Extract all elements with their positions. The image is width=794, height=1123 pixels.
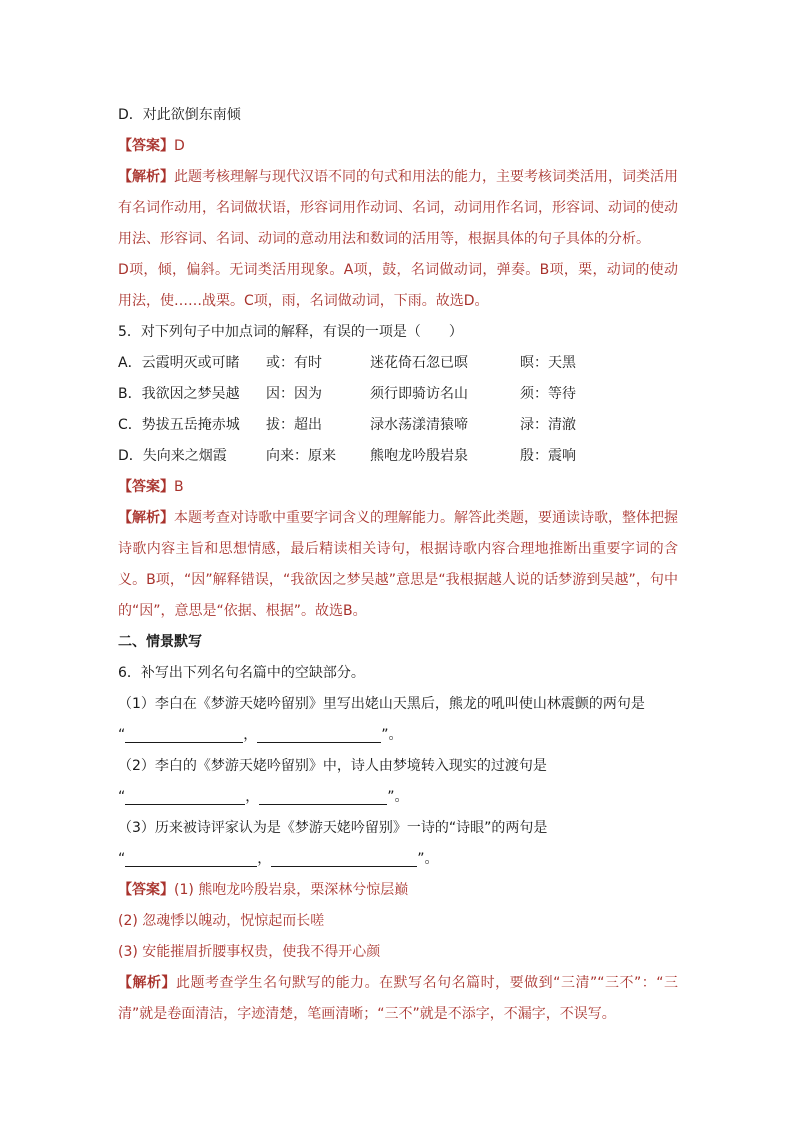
q6-stem: 6．补写出下列名句名篇中的空缺部分。 [118,665,365,681]
q5-answer [118,472,678,503]
analysis-text: 此题考查学生名句默写的能力。在默写名句名篇时，要做到“三清”“三不”：“三清”就是卷面清洁，字迹清楚，笔画清晰；“三不”就是不添字，不漏字，不误写。 [118,975,679,1022]
q5-option-b [118,379,678,410]
q6-sub2-blanks [118,782,678,813]
q5-stem: 5．对下列句子中加点词的解释，有误的一项是（ ） [118,324,463,340]
q6-answer-1 [118,875,678,906]
q6-sub3-prompt: （3）历来被诗评家认为是《梦游天姥吟留别》一诗的“诗眼”的两句是 [118,820,548,836]
q4-answer [118,131,678,162]
open-quote: “ [118,727,126,743]
analysis-tag: 【解析】 [118,975,177,991]
answer-tag: 【答案】 [118,138,174,154]
answer-tag: 【答案】 [118,479,174,495]
analysis-text: 此题考核理解与现代汉语不同的句式和用法的能力，主要考核词类活用，词类活用有名词作动用，名词做状语，形容词用作动词、名词，动词用作名词，形容词、动词的使动用法、形容词、名词、动词的意动用法和数词的活用等，根据具体的句子具体的分析。 [118,169,678,247]
option-sentence-2: 渌水荡漾清猿啼 [370,417,468,433]
q6-sub1-prompt: （1）李白在《梦游天姥吟留别》里写出姥山天黑后，熊龙的吼叫使山林震颤的两句是 [118,696,645,712]
analysis-text: 本题考查对诗歌中重要字词含义的理解能力。解答此类题，要通读诗歌，整体把握诗歌内容主旨和思想情感，最后精读相关诗句，根据诗歌内容合理地推断出重要字词的含义。B项，“因”解释错误，“我欲因之梦吴越”意思是“我根据越人说的话梦游到吴越”，句中的“因”，意思是“依据、根据”。故选B。 [118,510,678,619]
answer-value: B [174,479,184,495]
q6-answer-3: (3) 安能摧眉折腰事权贵，使我不得开心颜 [118,944,381,960]
option-gloss-1: 因：因为 [266,386,322,402]
option-sentence-2: 熊咆龙吟殷岩泉 [370,448,468,464]
option-gloss-1: 拔：超出 [266,417,322,433]
fill-blank[interactable] [257,726,381,743]
option-gloss-2: 渌：清澈 [520,417,576,433]
option-sentence-2: 须行即骑访名山 [370,386,468,402]
q4-option-d: D．对此欲倒东南倾 [118,107,241,123]
option-sentence-1: A．云霞明灭或可睹 [118,355,240,371]
section-heading: 二、情景默写 [118,634,202,650]
answer-value: (1) 熊咆龙吟殷岩泉，栗深林兮惊层巅 [174,882,409,898]
open-quote: “ [118,851,126,867]
close-quote: ”。 [387,789,409,805]
q6-answer-2: (2) 忽魂悸以魄动，怳惊起而长嗟 [118,913,325,929]
answer-value: D [174,138,185,154]
option-gloss-2: 暝：天黑 [520,355,576,371]
q6-analysis [118,968,678,1030]
option-sentence-2: 迷花倚石忽已暝 [370,355,468,371]
q4-analysis-2: D项，倾，偏斜。无词类活用现象。A项，鼓，名词做动词，弹奏。B项，栗，动词的使动用法，使……战栗。C项，雨，名词做动词，下雨。故选D。 [118,262,678,309]
option-gloss-1: 或：有时 [266,355,322,371]
q6-sub3-blanks [118,844,678,875]
option-gloss-2: 殷：震响 [520,448,576,464]
q6-sub1-blanks [118,720,678,751]
option-sentence-1: C．势拔五岳掩赤城 [118,417,240,433]
q5-option-d [118,441,678,472]
q6-sub2-prompt: （2）李白的《梦游天姥吟留别》中，诗人由梦境转入现实的过渡句是 [118,758,547,774]
q5-analysis [118,503,678,627]
fill-blank[interactable] [125,788,245,805]
comma: ， [243,727,258,743]
q4-analysis [118,162,678,255]
analysis-tag: 【解析】 [118,510,174,526]
analysis-tag: 【解析】 [118,169,174,185]
document-page [118,100,678,1030]
fill-blank[interactable] [271,850,417,867]
option-gloss-1: 向来：原来 [266,448,336,464]
option-gloss-2: 须：等待 [520,386,576,402]
answer-tag: 【答案】 [118,882,174,898]
option-sentence-1: B．我欲因之梦吴越 [118,386,240,402]
option-sentence-1: D．失向来之烟霞 [118,448,227,464]
fill-blank[interactable] [125,850,257,867]
comma: ， [257,851,272,867]
q5-option-c [118,410,678,441]
fill-blank[interactable] [259,788,387,805]
close-quote: ”。 [381,727,403,743]
open-quote: “ [118,789,126,805]
comma: ， [245,789,260,805]
close-quote: ”。 [417,851,439,867]
q5-option-a [118,348,678,379]
fill-blank[interactable] [125,726,243,743]
